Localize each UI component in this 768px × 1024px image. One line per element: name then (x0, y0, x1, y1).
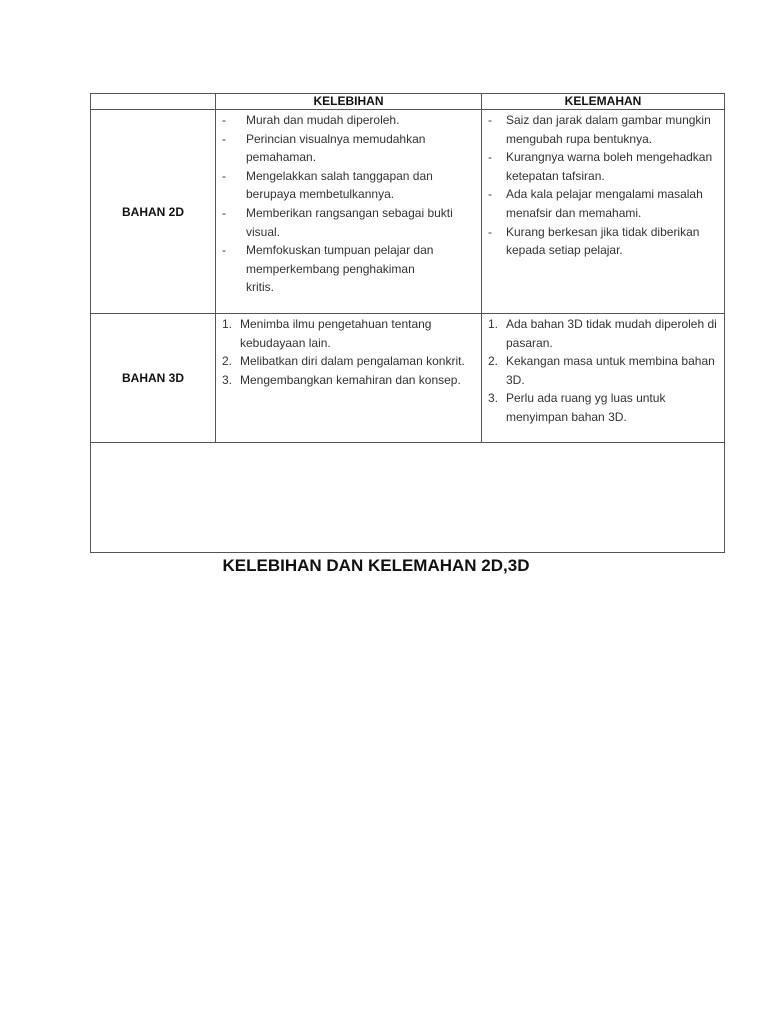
list-item: - Perincian visualnya memudahkan pemahaman. (222, 131, 426, 165)
list-item: - Memfokuskan tumpuan pelajar dan memperkembang penghakiman kritis. (222, 243, 434, 295)
number-marker: 3. (222, 372, 233, 387)
header-kelebihan: KELEBIHAN (216, 94, 482, 110)
row-label-bahan-2d: BAHAN 2D (91, 110, 216, 314)
dash-marker: - (488, 224, 492, 239)
list-item: 2. Kekangan masa untuk membina bahan 3D. (488, 354, 715, 387)
dash-marker: - (488, 113, 492, 127)
cell-3d-kelebihan (216, 314, 482, 443)
list-item: - Murah dan mudah diperoleh. (222, 111, 477, 130)
list-2d-kelebihan (216, 110, 481, 297)
list-item: - Kurang berkesan jika tidak diberikan kepada setiap pelajar. (488, 224, 700, 258)
list-item: 3. Perlu ada ruang yg luas untuk menyimpan bahan 3D. (488, 391, 666, 424)
number-marker: 1. (222, 317, 233, 331)
list-item: - Saiz dan jarak dalam gambar mungkin mengubah rupa bentuknya. (488, 113, 711, 146)
header-kelemahan: KELEMAHAN (482, 94, 725, 110)
list-3d-kelemahan (482, 314, 724, 427)
dash-marker: - (222, 113, 226, 127)
list-item: - Kurangnya warna boleh mengehadkan ketepatan tafsiran. (488, 150, 713, 183)
table-header-row (91, 94, 725, 110)
number-marker: 2. (222, 354, 233, 369)
cell-2d-kelemahan (482, 110, 725, 314)
list-2d-kelemahan (482, 110, 724, 260)
cell-3d-kelemahan (482, 314, 725, 443)
dash-marker: - (222, 168, 226, 183)
table-row-bahan-3d (91, 314, 725, 443)
list-item: 3. Mengembangkan kemahiran dan konsep. (222, 371, 477, 390)
cell-2d-kelebihan (216, 110, 482, 314)
dash-marker: - (222, 131, 226, 146)
list-item: - Ada kala pelajar mengalami masalah menafsir dan memahami. (488, 187, 703, 220)
dash-marker: - (222, 243, 226, 258)
dash-marker: - (222, 205, 226, 220)
table-row-bahan-2d (91, 110, 725, 314)
row-label-bahan-3d: BAHAN 3D (91, 314, 216, 443)
table-row-empty (91, 443, 725, 553)
document-caption: KELEBIHAN DAN KELEMAHAN 2D,3D (222, 556, 530, 575)
dash-marker: - (488, 187, 492, 202)
number-marker: 3. (488, 391, 499, 406)
list-item: 1. Menimba ilmu pengetahuan tentang kebudayaan lain. (222, 317, 432, 350)
list-item: 2. Melibatkan diri dalam pengalaman konkrit. (222, 352, 477, 371)
list-item: 1. Ada bahan 3D tidak mudah diperoleh di pasaran. (488, 317, 717, 350)
list-item: - Mengelakkan salah tanggapan dan berupaya membetulkannya. (222, 168, 433, 202)
list-item: - Memberikan rangsangan sebagai bukti visual. (222, 205, 453, 239)
number-marker: 1. (488, 317, 499, 331)
empty-merged-cell (91, 443, 725, 553)
comparison-table (90, 93, 725, 553)
list-3d-kelebihan (216, 314, 481, 389)
dash-marker: - (488, 150, 492, 165)
number-marker: 2. (488, 354, 499, 369)
header-empty-cell (91, 94, 216, 110)
